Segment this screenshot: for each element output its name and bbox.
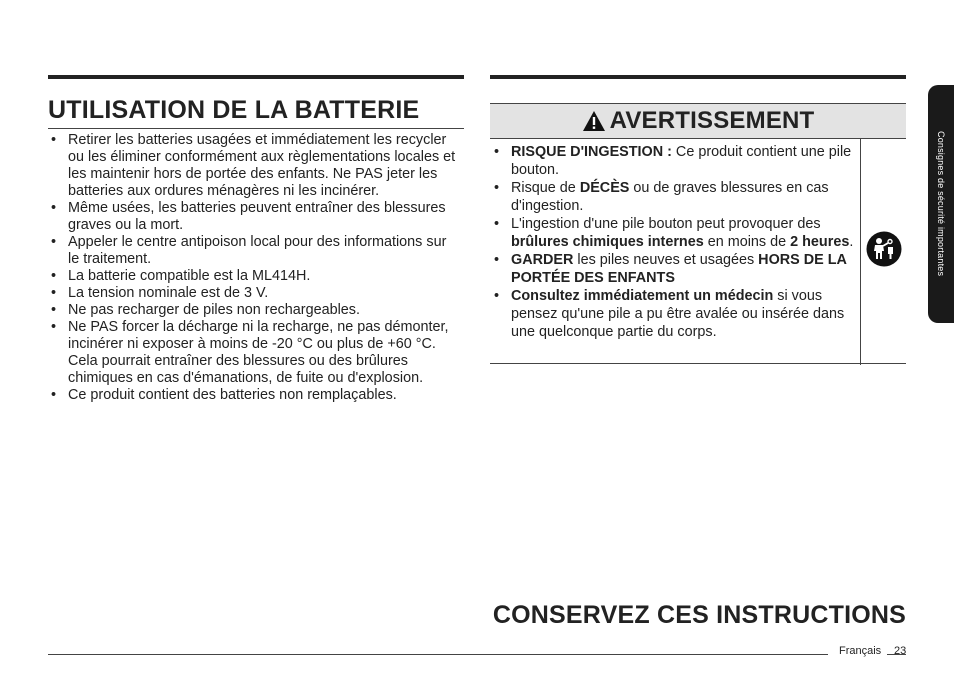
bold-text: DÉCÈS [579,180,630,196]
warning-body [490,139,906,363]
text: Ce produit contient une pile bouton. [511,144,852,178]
warning-title: AVERTISSEMENT [609,107,815,134]
list-item: • Ne PAS forcer la décharge ni la recharge, ne pas démonter, incinérer ni exposer à moins de -20 °C ou plus de +60 °C. Cela pourrait entraîner des blessures ou des brûlures chimiques en cas d'émanations, de fuite ou d'explosion. [49,319,459,387]
text: . [849,234,854,250]
bold-text: RISQUE D'INGESTION : [511,144,672,160]
list-item [492,143,858,179]
list-item [492,287,858,341]
list-item: • La tension nominale est de 3 V. [49,285,459,302]
list-item: • Ne pas recharger de piles non rechargeables. [49,302,459,319]
bold-text: brûlures chimiques internes [511,234,704,250]
section-title-battery: UTILISATION DE LA BATTERIE [48,96,420,124]
top-rule-right [490,75,906,79]
text: les piles neuves et usagées [573,252,759,268]
bold-text: 2 heures [790,234,850,250]
warning-header [490,103,906,139]
bold-text: HORS DE LA PORTÉE DES ENFANTS [511,252,847,286]
warning-triangle-icon [582,110,606,132]
warning-box [490,103,906,364]
text: ou de graves blessures en cas d'ingestion. [511,180,829,214]
text: en moins de [703,234,791,250]
list-item [492,179,858,215]
conserve-title: CONSERVEZ CES INSTRUCTIONS [492,601,906,629]
child-swallow-icon [866,231,902,267]
bold-text: Consultez immédiatement un médecin [511,288,774,304]
icon-divider [860,139,861,365]
list-item: • La batterie compatible est la ML414H. [49,268,459,285]
top-rule-left [48,75,464,79]
text: Risque de [511,180,580,196]
footer-rule [48,654,828,655]
footer-language: Français [839,645,882,657]
list-item: • Retirer les batteries usagées et immédiatement les recycler ou les éliminer conformément aux règlementations locales et les maintenir hors de portée des enfants. Ne PAS jeter les batteries aux ordures ménagères ni les incinérer. [49,132,459,200]
title-underline [48,128,464,129]
warning-list [492,143,858,341]
side-tab-label: Consignes de sécurité importantes [936,131,946,277]
list-item [492,251,858,287]
text: L'ingestion d'une pile bouton peut provoquer des [511,216,821,232]
text: si vous pensez qu'une pile a pu être avalée ou insérée dans une quelconque partie du corps. [511,288,845,340]
bold-text: GARDER [511,252,574,268]
list-item [492,215,858,251]
battery-list [49,132,459,404]
page-number: 23 [894,645,907,657]
list-item: • Appeler le centre antipoison local pour des informations sur le traitement. [49,234,459,268]
list-item: • Ce produit contient des batteries non remplaçables. [49,387,459,404]
list-item: • Même usées, les batteries peuvent entraîner des blessures graves ou la mort. [49,200,459,234]
